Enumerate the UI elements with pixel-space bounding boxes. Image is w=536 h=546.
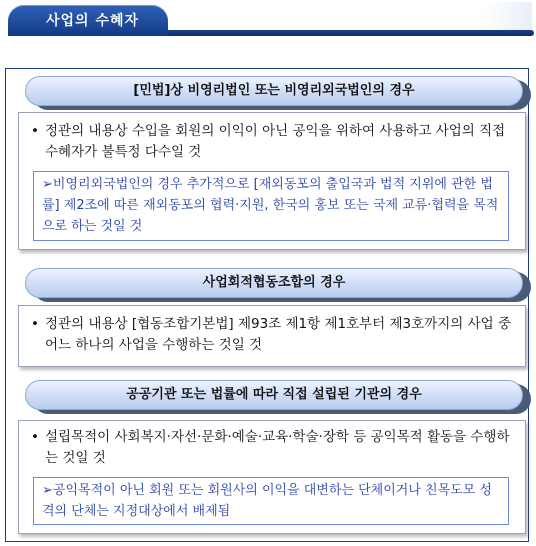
section-1-box bbox=[18, 112, 526, 250]
section-1-bullet bbox=[31, 121, 517, 163]
section-3-note bbox=[33, 477, 509, 525]
bullet-icon: • bbox=[31, 316, 39, 332]
section-1-heading: [민법]상 비영리법인 또는 비영리외국법인의 경우 bbox=[25, 76, 523, 106]
bullet-icon: • bbox=[31, 123, 39, 139]
section-2-box bbox=[18, 305, 526, 367]
arrow-icon: ➢ bbox=[42, 177, 53, 192]
page-title: 사업의 수혜자 bbox=[46, 13, 140, 29]
arrow-icon: ➢ bbox=[42, 483, 53, 498]
section-2-bullet-text: 정관의 내용상 [협동조합기본법] 제93조 제1항 제1호부터 제3호까지의 사업 중 어느 하나의 사업을 수행하는 것일 것 bbox=[45, 316, 511, 353]
section-3-bullet-text: 설립목적이 사회복지·자선·문화·예술·교육·학술·장학 등 공익목적 활동을 수행하는 것일 것 bbox=[45, 429, 510, 466]
section-2-bullet bbox=[31, 314, 517, 356]
section-1-note bbox=[33, 171, 509, 241]
section-3-note-text: 공익목적이 아닌 회원 또는 회원사의 이익을 대변하는 단체이거나 친목도모 성격의 단체는 지정대상에서 배제됨 bbox=[42, 483, 492, 519]
section-3-heading: 공공기관 또는 법률에 따라 직접 설립된 기관의 경우 bbox=[25, 380, 523, 410]
section-1-heading-pill bbox=[25, 76, 531, 108]
section-3-heading-pill bbox=[25, 380, 531, 412]
bullet-icon: • bbox=[31, 429, 39, 445]
section-1-note-text: 비영리외국법인의 경우 추가적으로 [재외동포의 출입국과 법적 지위에 관한 법률] 제2조에 따른 재외동포의 협력·지원, 한국의 홍보 또는 국제 교류·협력을 목적으로 하는 것일 것 bbox=[42, 177, 499, 234]
section-2-heading: 사업회적협동조합의 경우 bbox=[25, 268, 523, 298]
section-3-box bbox=[18, 420, 526, 534]
header-fade bbox=[482, 2, 532, 30]
section-2-heading-pill bbox=[25, 268, 531, 300]
section-3-bullet bbox=[31, 427, 517, 469]
section-1-bullet-text: 정관의 내용상 수입을 회원의 이익이 아닌 공익을 위하여 사용하고 사업의 직접 수혜자가 불특정 다수일 것 bbox=[45, 123, 506, 160]
